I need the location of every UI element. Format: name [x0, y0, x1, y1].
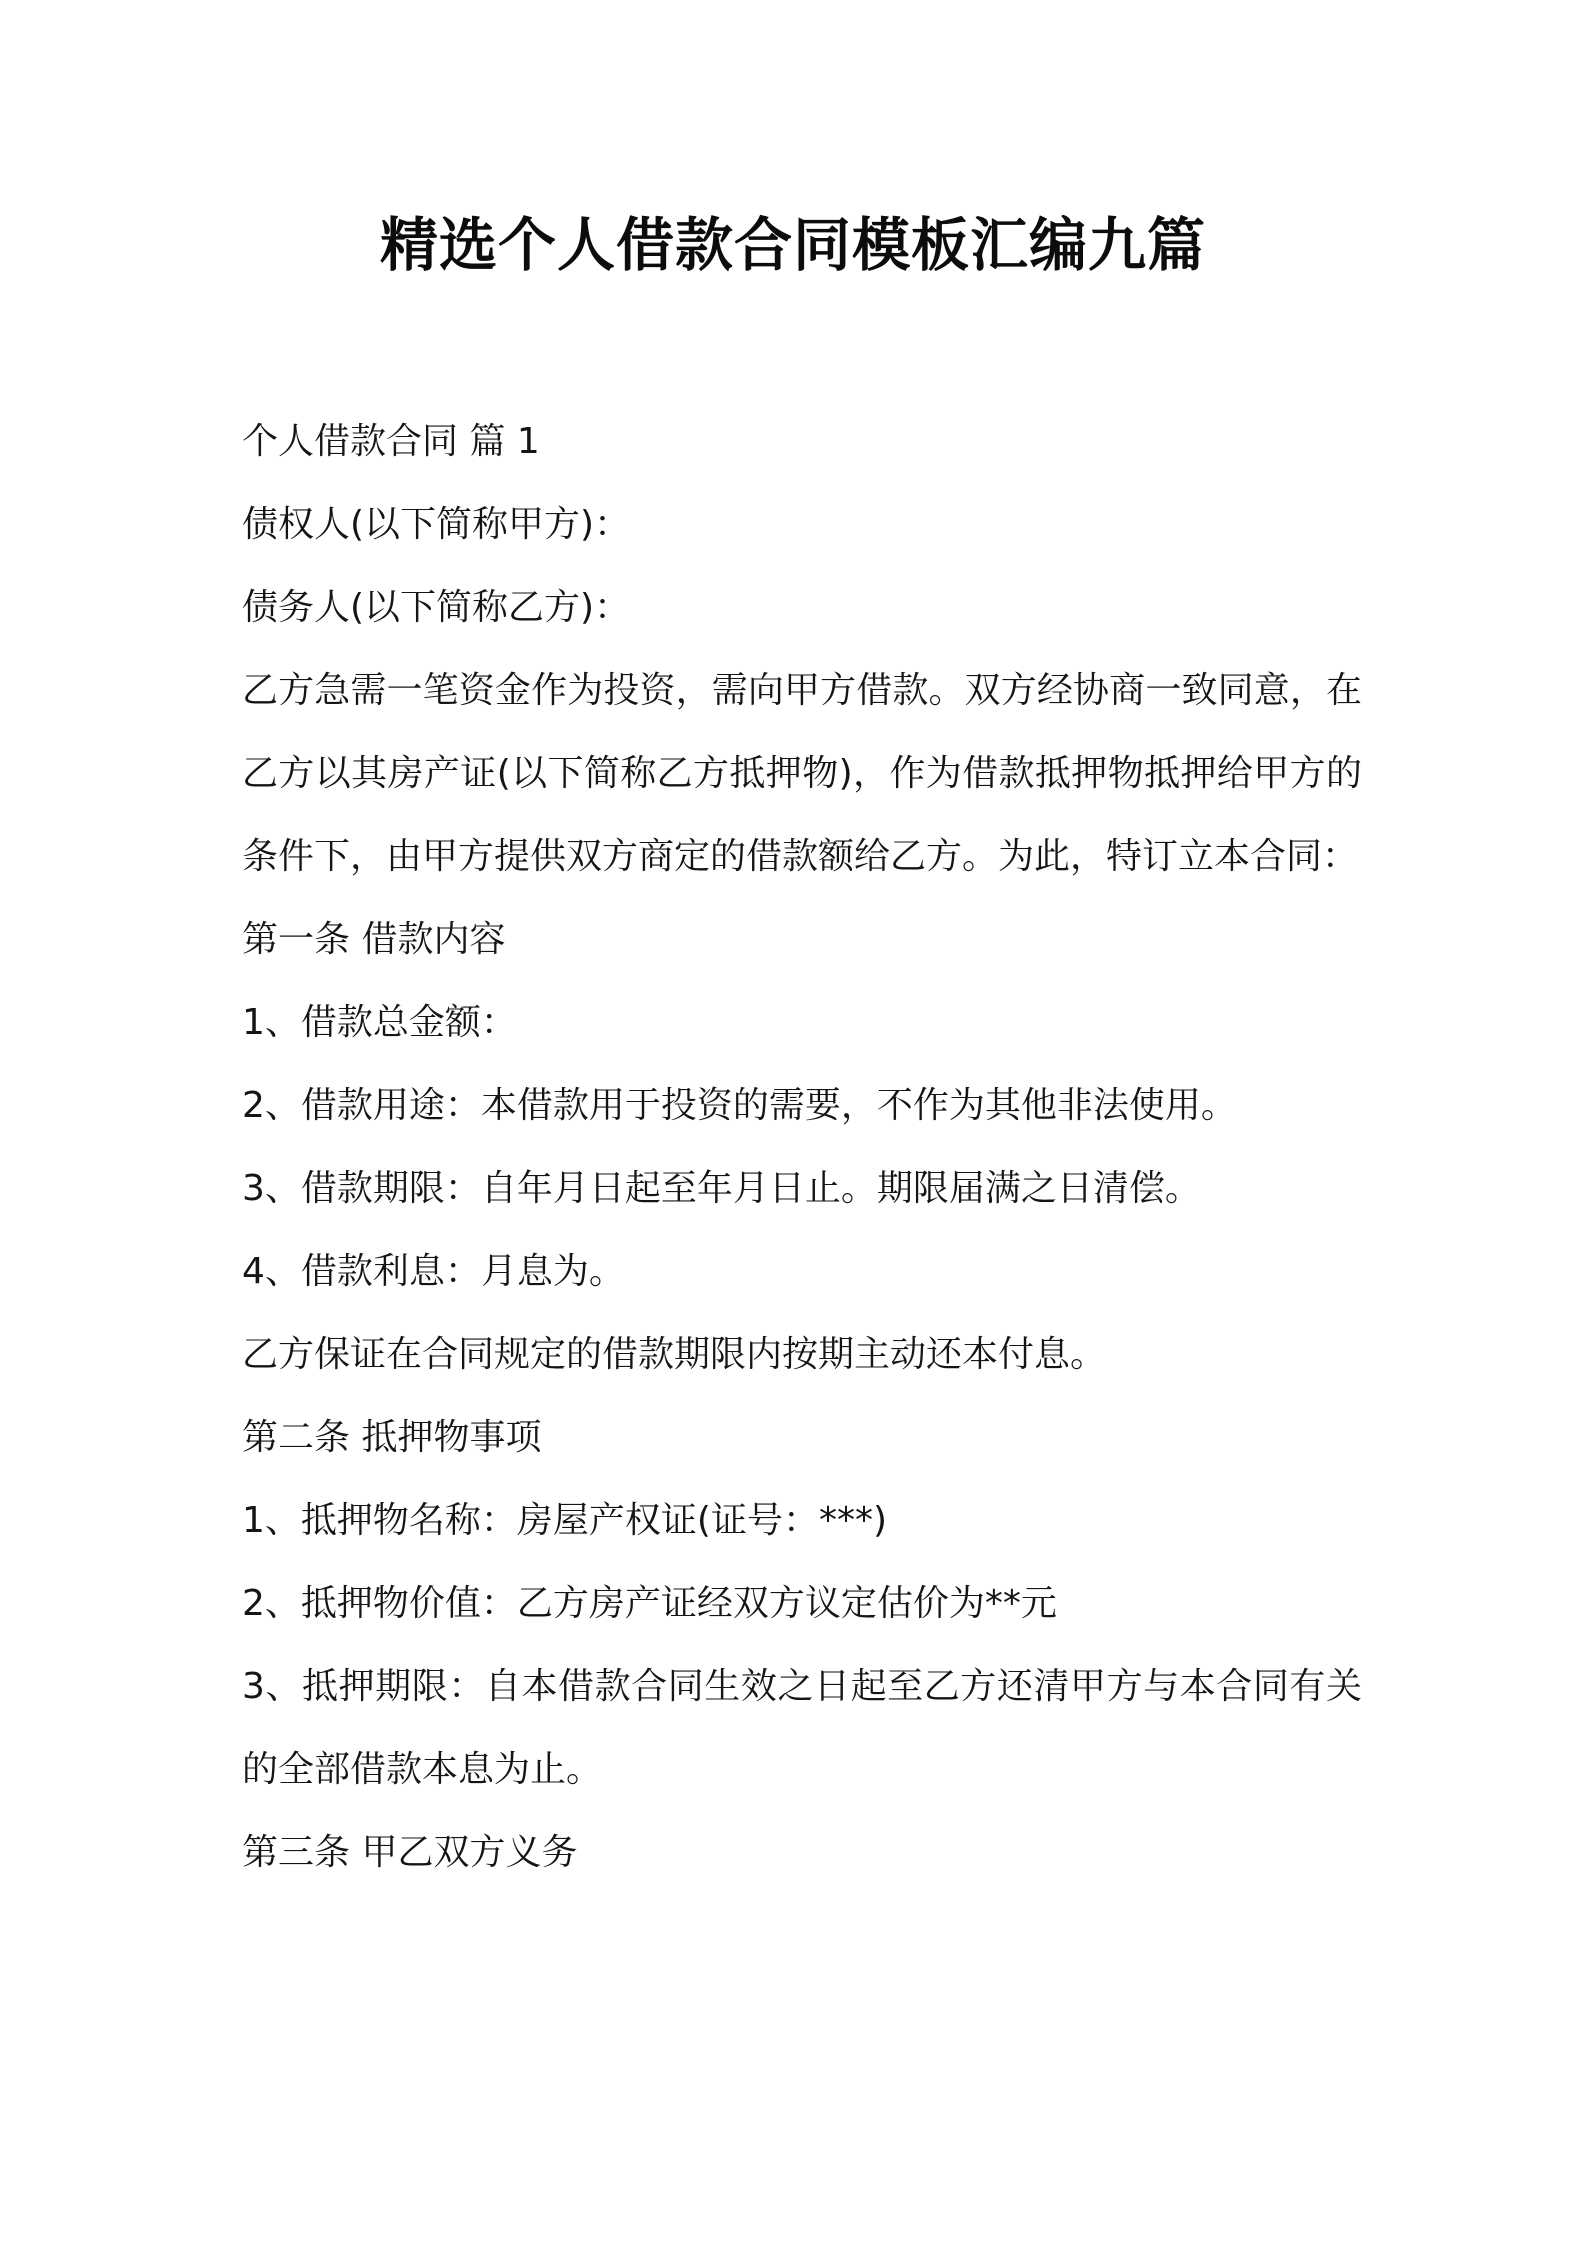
debtor-line: 债务人(以下简称乙方)：: [242, 587, 631, 628]
article-2-item-3: 3、抵押期限：自本借款合同生效之日起至乙方还清甲方与本合同有关的全部借款本息为止。: [242, 1666, 1362, 1790]
article-2-heading: 第二条 抵押物事项: [242, 1417, 542, 1458]
article-1-item: 1、借款总金额：: [242, 1002, 517, 1043]
article-3-heading: 第三条 甲乙双方义务: [242, 1832, 578, 1873]
document-body: [242, 400, 1362, 1894]
article-1-item: 4、借款利息：月息为。: [242, 1251, 625, 1292]
document-title: 精选个人借款合同模板汇编九篇: [379, 211, 1206, 279]
intro-paragraph: 乙方急需一笔资金作为投资，需向甲方借款。双方经协商一致同意，在乙方以其房产证(以下简称乙方抵押物)，作为借款抵押物抵押给甲方的条件下，由甲方提供双方商定的借款额给乙方。为此，特订立本合同：: [242, 670, 1362, 877]
article-2-item: 2、抵押物价值：乙方房产证经双方议定估价为**元: [242, 1583, 1057, 1624]
section-heading: 个人借款合同 篇 1: [242, 421, 540, 462]
article-1-item: 2、借款用途：本借款用于投资的需要，不作为其他非法使用。: [242, 1085, 1237, 1126]
article-1-item: 3、借款期限：自年月日起至年月日止。期限届满之日清偿。: [242, 1168, 1201, 1209]
article-2-item: 1、抵押物名称：房屋产权证(证号：***): [242, 1500, 887, 1541]
creditor-line: 债权人(以下简称甲方)：: [242, 504, 631, 545]
article-1-heading: 第一条 借款内容: [242, 919, 506, 960]
article-1-guarantee: 乙方保证在合同规定的借款期限内按期主动还本付息。: [242, 1334, 1107, 1375]
